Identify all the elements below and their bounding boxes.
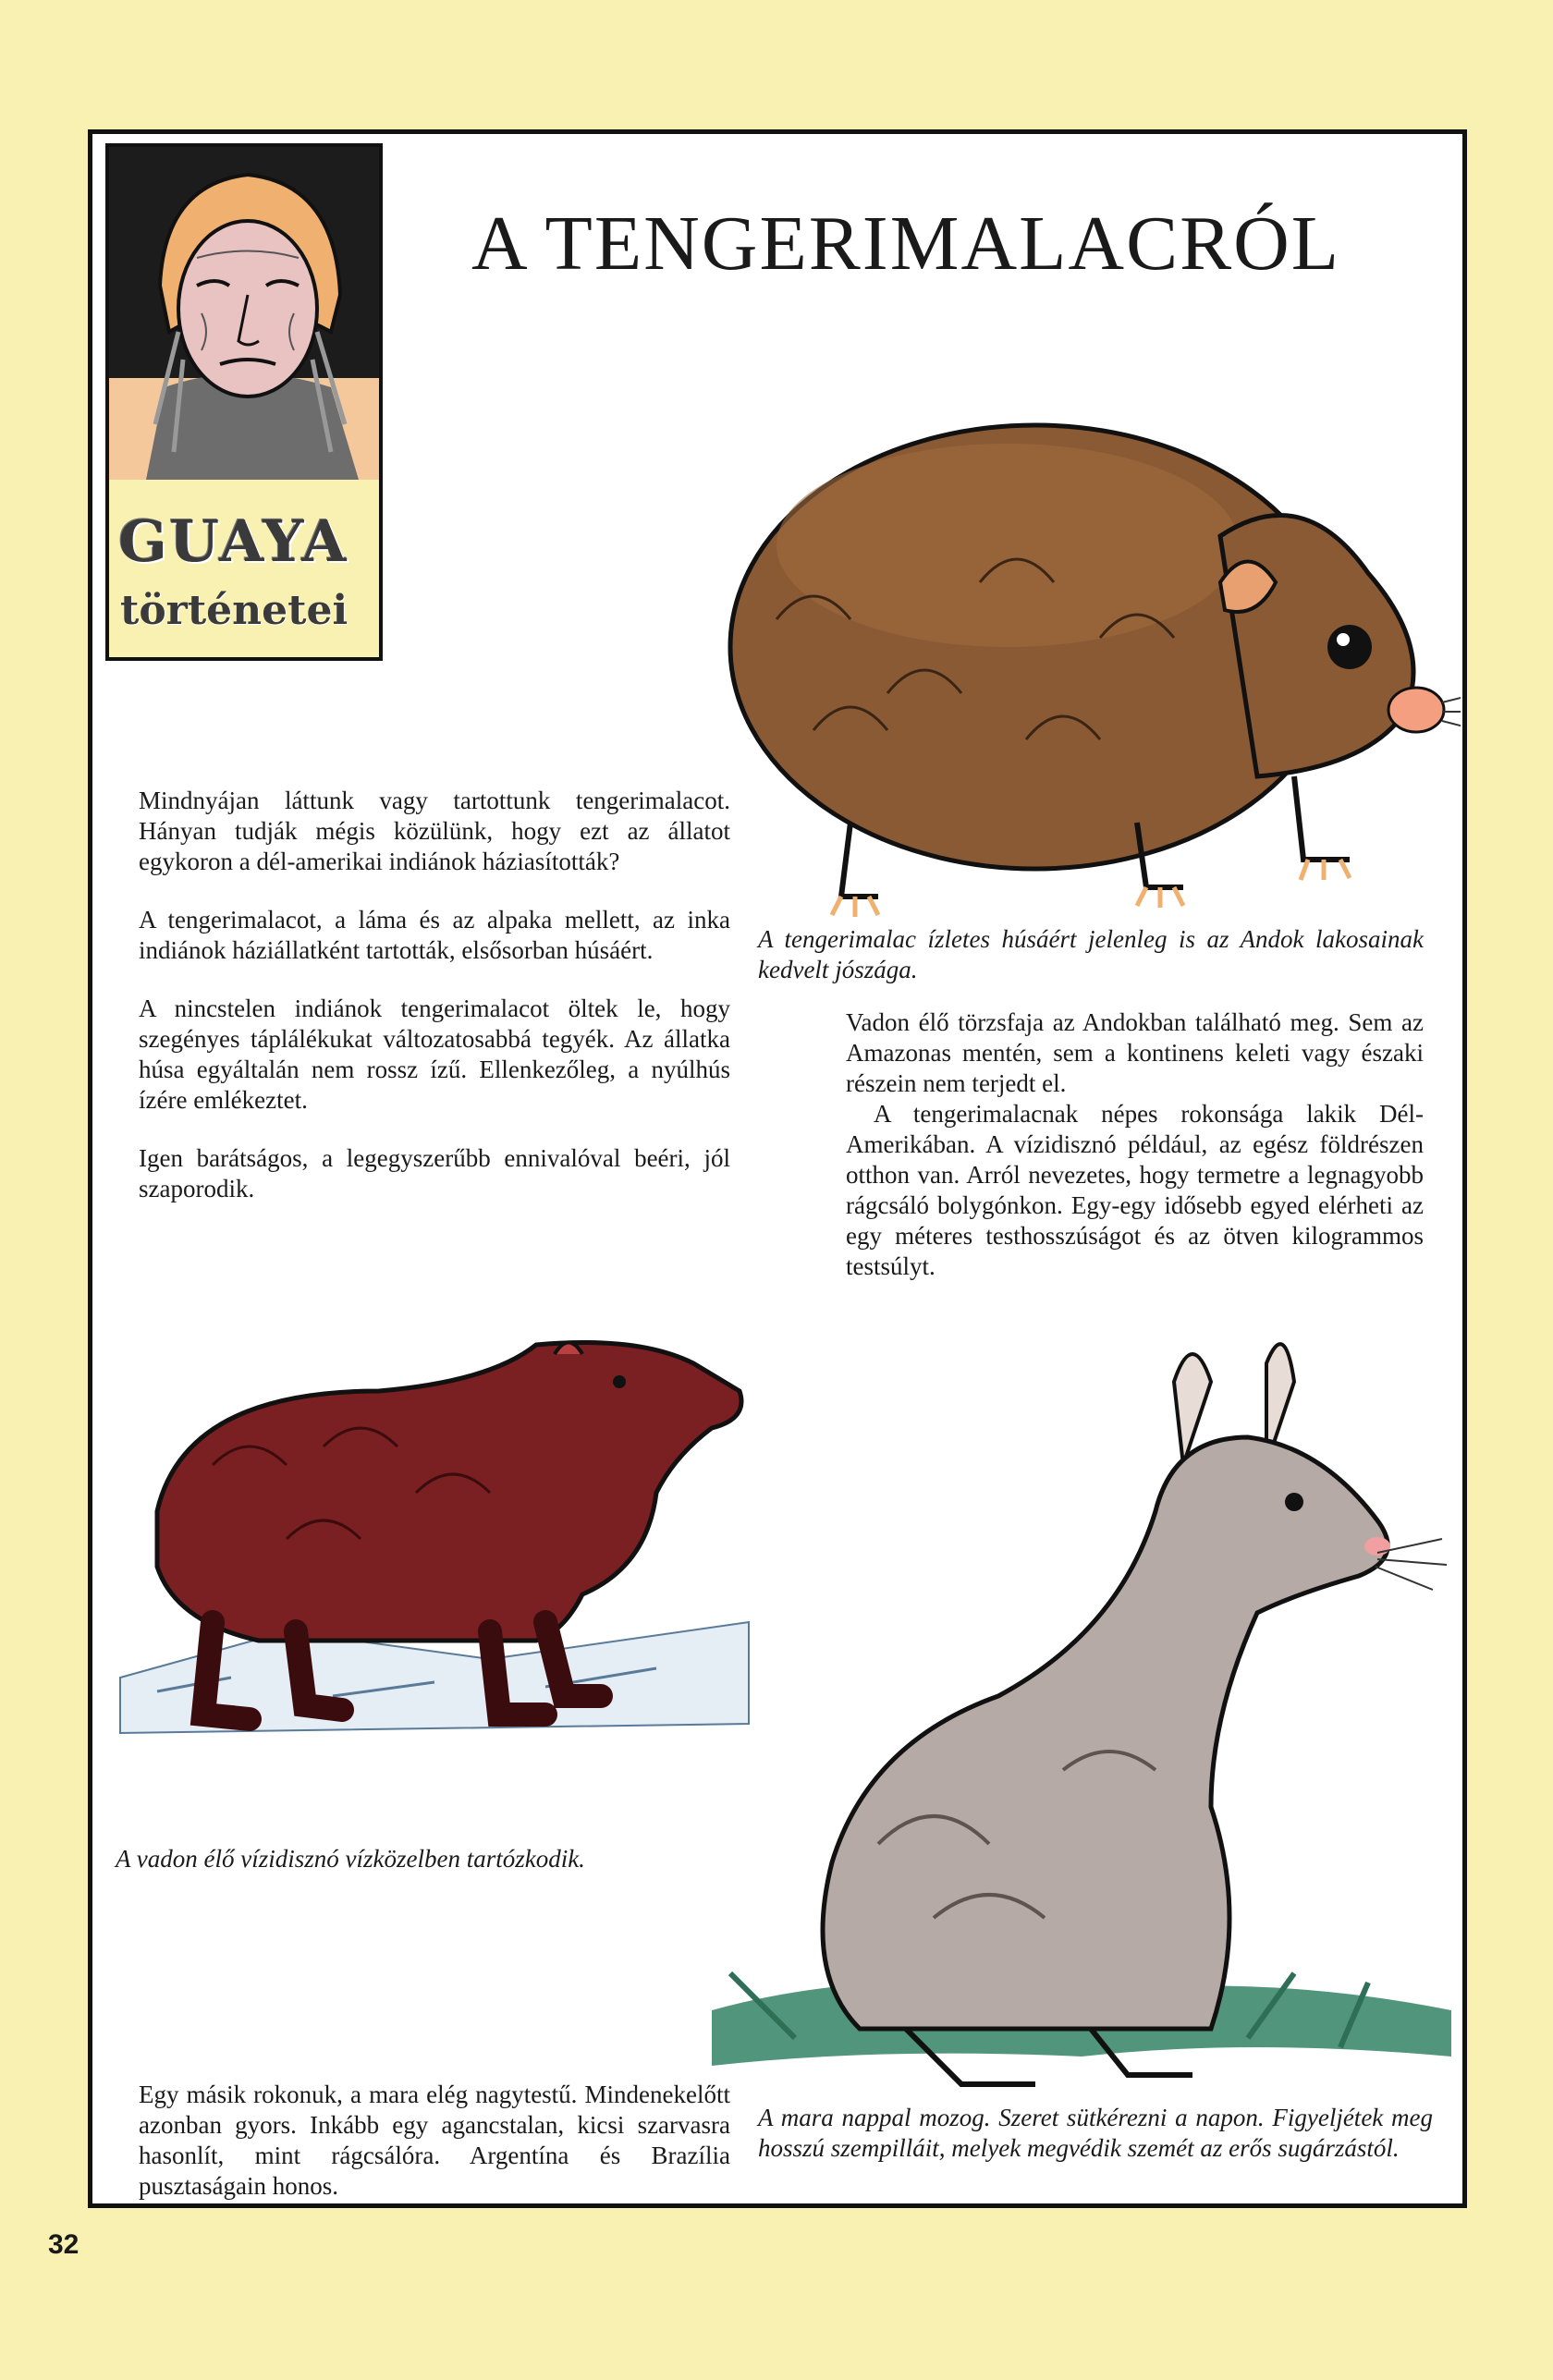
series-name: GUAYA <box>118 507 349 575</box>
guaya-portrait <box>109 147 379 480</box>
relatives-text <box>846 1007 1424 1310</box>
relatives-paragraph: A tengerimalacnak népes rokonsága lakik Dél-Amerikában. A vízidisznó például, az egész földrészen otthon van. Arról nevezetes, hogy termetre a legnagyobb rágcsáló bolygónkon. Egy-egy idősebb egyed elérheti az egy méteres testhosszúságot és az ötven kilogrammos testsúlyt. <box>846 1100 1424 1280</box>
relatives-paragraph: Vadon élő törzsfaja az Andokban található meg. Sem az Amazonas mentén, sem a kontinens keleti vagy északi részein nem terjedt el. <box>846 1008 1424 1097</box>
series-header-box <box>105 143 383 661</box>
guinea-pig-caption: A tengerimalac ízletes húsáért jelenleg is az Andok lakosainak kedvelt jószága. <box>758 925 1424 983</box>
guinea-pig-illustration <box>703 342 1461 952</box>
page-frame <box>88 129 1467 2208</box>
series-subtitle: történetei <box>120 587 349 634</box>
intro-text <box>139 786 730 1232</box>
intro-paragraph: Igen barátságos, a legegyszerűbb ennivalóval beéri, jól szaporodik. <box>139 1144 730 1202</box>
capybara-illustration <box>102 1326 786 1788</box>
intro-paragraph: A nincstelen indiánok tengerimalacot öltek le, hogy szegényes táplálékukat változatosabbá tegyék. Az állatka húsa egyáltalán nem rossz ízű. Ellenkezőleg, a nyúlhús ízére emlékeztet. <box>139 995 730 1114</box>
capybara-caption: A vadon élő vízidisznó vízközelben tartózkodik. <box>116 1845 585 1873</box>
intro-paragraph: Mindnyájan láttunk vagy tartottunk tengerimalacot. Hányan tudják mégis közülünk, hogy ezt az állatot egykoron a dél-amerikai indiánok háziasították? <box>139 787 730 875</box>
page-title: A TENGERIMALACRÓL <box>471 201 1341 287</box>
intro-paragraph: A tengerimalacot, a láma és az alpaka mellett, az inka indiánok háziállatként tartották, elsősorban húsáért. <box>139 906 730 964</box>
page-number: 32 <box>48 2229 79 2260</box>
mara-caption: A mara nappal mozog. Szeret sütkérezni a napon. Figyeljétek meg hosszú szempilláit, melyek megvédik szemét az erős sugárzástól. <box>758 2104 1433 2162</box>
mara-illustration <box>693 1326 1470 2140</box>
mara-text: Egy másik rokonuk, a mara elég nagytestű. Mindenekelőtt azonban gyors. Inkább egy agancstalan, kicsi szarvasra hasonlít, mint rágcsálóra. Argentína és Brazília pusztaságain honos. <box>139 2081 730 2200</box>
